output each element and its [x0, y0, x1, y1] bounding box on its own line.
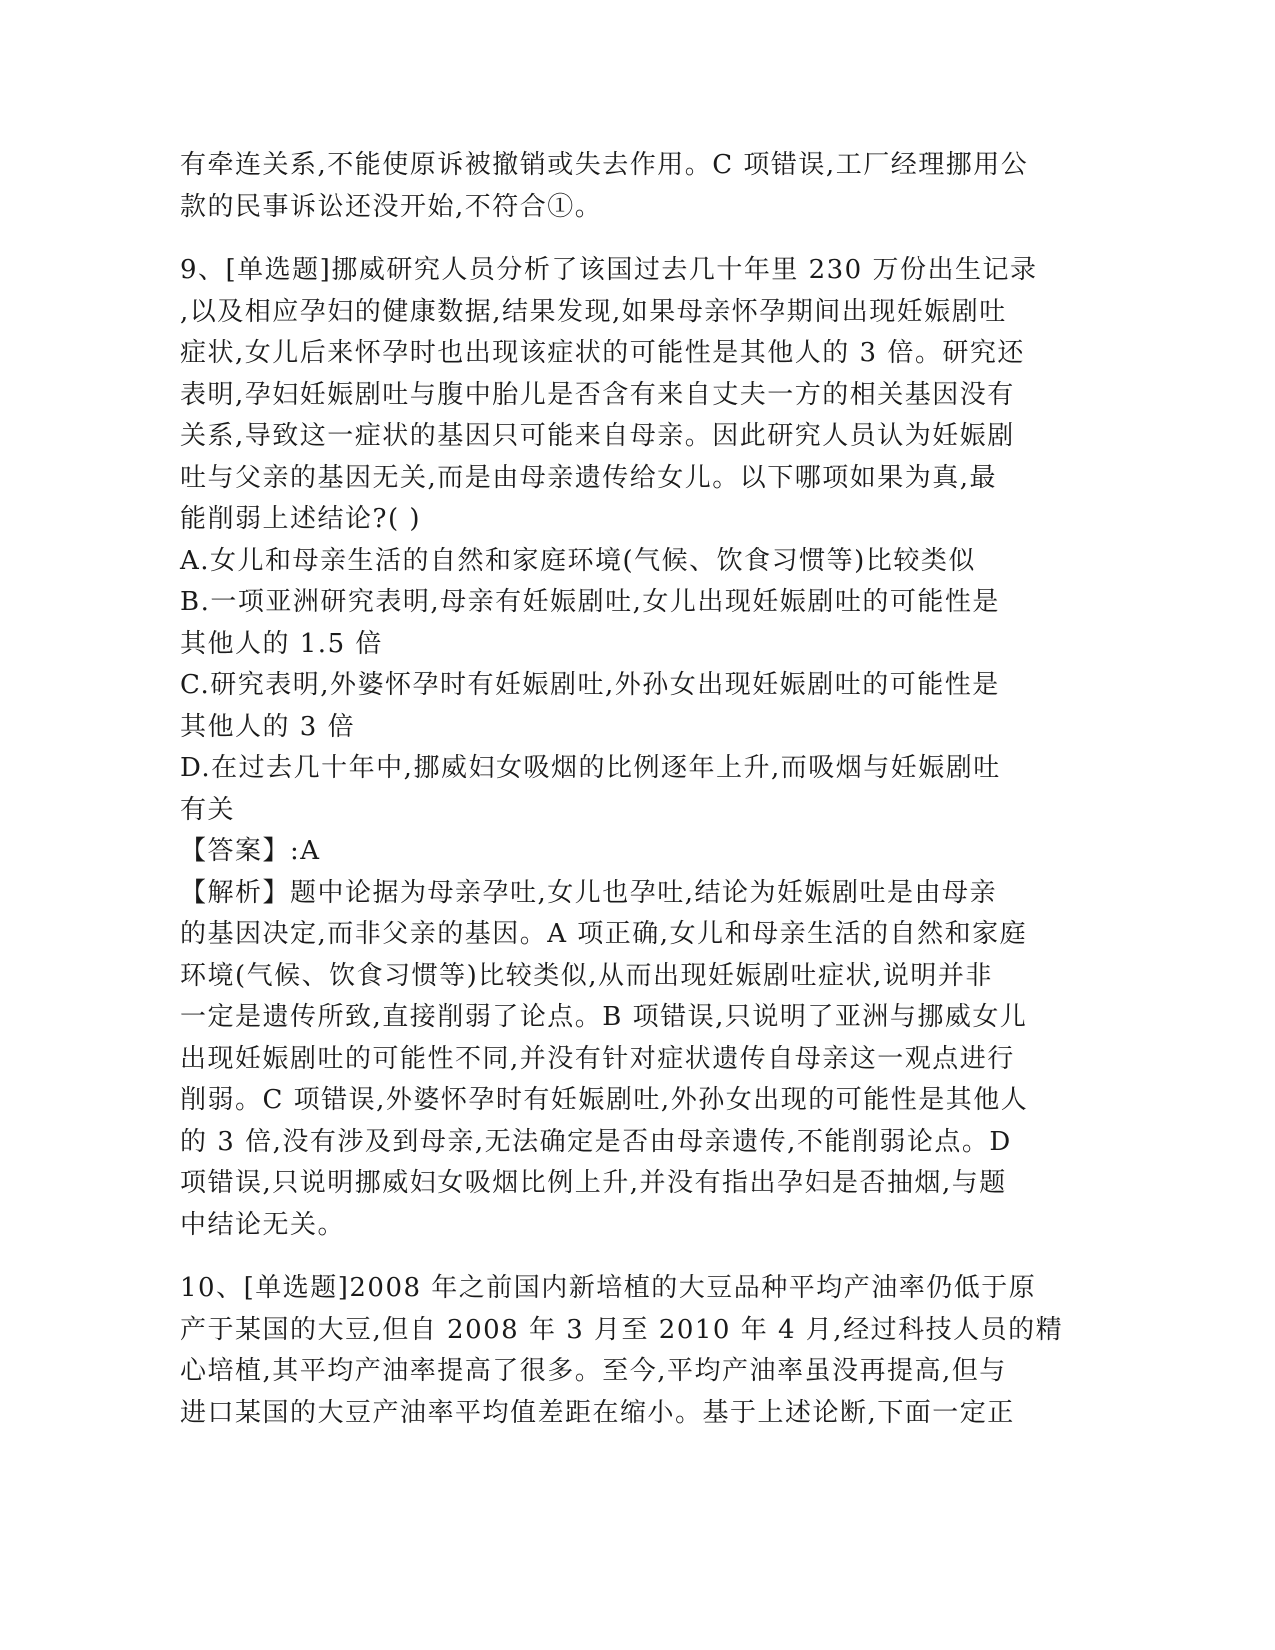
text-line: 关系,导致这一症状的基因只可能来自母亲。因此研究人员认为妊娠剧 [180, 421, 1015, 451]
text-line: 出现妊娠剧吐的可能性不同,并没有针对症状遗传自母亲这一观点进行 [180, 1043, 1015, 1074]
text-line: 9、[单选题]挪威研究人员分析了该国过去几十年里 230 万份出生记录 [180, 255, 1038, 285]
question-9-options [180, 541, 1080, 832]
question-9 [180, 250, 1080, 1246]
question-9-stem [180, 250, 1080, 541]
text-line: 的基因决定,而非父亲的基因。A 项正确,女儿和母亲生活的自然和家庭 [180, 919, 1028, 949]
text-line: 吐与父亲的基因无关,而是由母亲遗传给女儿。以下哪项如果为真,最 [180, 462, 998, 493]
text-line: 心培植,其平均产油率提高了很多。至今,平均产油率虽没再提高,但与 [180, 1356, 1007, 1386]
text-line: ,以及相应孕妇的健康数据,结果发现,如果母亲怀孕期间出现妊娠剧吐 [180, 296, 1007, 327]
paragraph-gap [180, 228, 1080, 250]
text-line: 一定是遗传所致,直接削弱了论点。B 项错误,只说明了亚洲与挪威女儿 [180, 1002, 1028, 1032]
text-line: 进口某国的大豆产油率平均值差距在缩小。基于上述论断,下面一定正 [180, 1397, 1015, 1428]
question-9-analysis [180, 873, 1080, 1247]
question-10 [180, 1268, 1080, 1434]
text-line: 款的民事诉讼还没开始,不符合①。 [180, 191, 603, 222]
text-line: 项错误,只说明挪威妇女吸烟比例上升,并没有指出孕妇是否抽烟,与题 [180, 1168, 1007, 1198]
option-c: C.研究表明,外婆怀孕时有妊娠剧吐,外孙女出现妊娠剧吐的可能性是 [180, 670, 1000, 700]
text-line: 症状,女儿后来怀孕时也出现该症状的可能性是其他人的 3 倍。研究还 [180, 338, 1025, 368]
text-line: 表明,孕妇妊娠剧吐与腹中胎儿是否含有来自丈夫一方的相关基因没有 [180, 379, 1015, 410]
question-9-answer: 【答案】:A [180, 836, 321, 866]
text-line: 能削弱上述结论?( ) [180, 504, 421, 534]
option-d: D.在过去几十年中,挪威妇女吸烟的比例逐年上升,而吸烟与妊娠剧吐 [180, 753, 1001, 783]
text-line: 产于某国的大豆,但自 2008 年 3 月至 2010 年 4 月,经过科技人员的精 [180, 1314, 1064, 1345]
option-c-continued: 其他人的 3 倍 [180, 711, 356, 742]
text-line: 削弱。C 项错误,外婆怀孕时有妊娠剧吐,外孙女出现的可能性是其他人 [180, 1085, 1029, 1115]
option-b: B.一项亚洲研究表明,母亲有妊娠剧吐,女儿出现妊娠剧吐的可能性是 [180, 587, 1000, 617]
option-d-continued: 有关 [180, 794, 236, 825]
text-line: 有牵连关系,不能使原诉被撤销或失去作用。C 项错误,工厂经理挪用公 [180, 150, 1029, 180]
text-line: 中结论无关。 [180, 1209, 346, 1240]
option-a: A.女儿和母亲生活的自然和家庭环境(气候、饮食习惯等)比较类似 [180, 545, 976, 576]
text-line: 环境(气候、饮食习惯等)比较类似,从而出现妊娠剧吐症状,说明并非 [180, 960, 993, 991]
text-line: 【解析】题中论据为母亲孕吐,女儿也孕吐,结论为妊娠剧吐是由母亲 [180, 877, 998, 908]
text-line: 的 3 倍,没有涉及到母亲,无法确定是否由母亲遗传,不能削弱论点。D [180, 1126, 1012, 1157]
option-b-continued: 其他人的 1.5 倍 [180, 628, 383, 659]
previous-analysis-tail [180, 145, 1080, 228]
paragraph-gap [180, 1246, 1080, 1268]
document-page [180, 145, 1080, 1434]
text-line: 10、[单选题]2008 年之前国内新培植的大豆品种平均产油率仍低于原 [180, 1273, 1037, 1303]
